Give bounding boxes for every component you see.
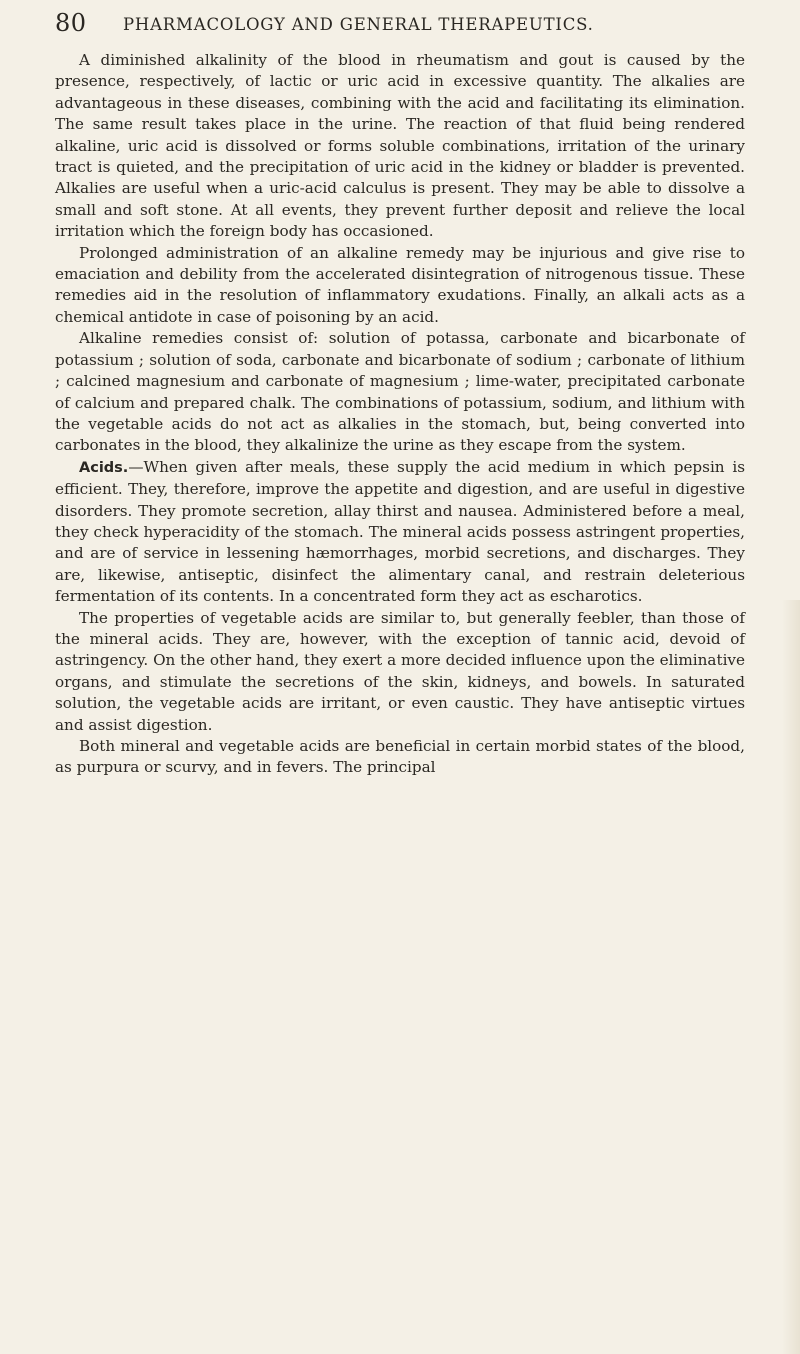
paragraph-acids [55, 457, 745, 608]
paragraph-prolonged-administration [55, 243, 745, 329]
paragraph-text: Alkaline remedies consist of: solution of potassa, carbonate and bicarbonate of potassium ; solution of soda, carbonate and bicarbonate of sodium ; carbonate of lithium ; calcined magnesium and carbonate of magnesium ; lime-water, precipitated carbonate of calcium and prepared chalk. The combinations of potassium, sodium, and lithium with the vegetable acids do not act as alkalies in the stomach, but, being converted into carbonates in the blood, they alkalinize the urine as they escape from the system. [55, 329, 745, 455]
paragraph-text: —When given after meals, these supply the acid medium in which pepsin is efficient. They, therefore, improve the appetite and digestion, and are useful in digestive disorders. They promote secretion, allay thirst and nausea. Administered before a meal, they check hyperacidity of the stomach. The mineral acids possess astringent properties, and are of service in lessening hæmorrhages, morbid secretions, and discharges. They are, likewise, antiseptic, disinfect the alimentary canal, and restrain deleterious fermentation of its contents. In a concentrated form they act as escharotics. [55, 457, 745, 606]
paragraph-vegetable-acids [55, 608, 745, 736]
page-number: 80 [55, 9, 87, 37]
body-text [55, 50, 745, 779]
paragraph-text: Prolonged administration of an alkaline remedy may be injurious and give rise to emaciation and debility from the accelerated disintegration of nitrogenous tissue. These remedies aid in the resolution of inflammatory exudations. Finally, an alkali acts as a chemical antidote in case of poisoning by an acid. [55, 243, 745, 326]
paragraph-rheumatism [55, 50, 745, 243]
paragraph-mineral-and-vegetable [55, 736, 745, 779]
paragraph-text: Both mineral and vegetable acids are beneficial in certain morbid states of the blood, as purpura or scurvy, and in fevers. The principal [55, 737, 745, 777]
page-edge-shading [782, 600, 800, 1354]
section-heading-acids: Acids. [79, 459, 129, 476]
paragraph-text: The properties of vegetable acids are similar to, but generally feebler, than those of the mineral acids. They are, however, with the exception of tannic acid, devoid of astringency. On the other hand, they exert a more decided influence upon the eliminative organs, and stimulate the secretions of the skin, kidneys, and bowels. In saturated solution, the vegetable acids are irritant, or even caustic. They have antiseptic virtues and assist digestion. [55, 608, 745, 734]
paragraph-text: A diminished alkalinity of the blood in rheumatism and gout is caused by the presence, respectively, of lactic or uric acid in excessive quantity. The alkalies are advantageous in these diseases, combining with the acid and facilitating its elimination. The same result takes place in the urine. The reaction of that fluid being rendered alkaline, uric acid is dissolved or forms soluble combinations, irritation of the urinary tract is quieted, and the precipitation of uric acid in the kidney or bladder is prevented. Alkalies are useful when a uric-acid calculus is present. They may be able to dissolve a small and soft stone. At all events, they prevent further deposit and relieve the local irritation which the foreign body has occasioned. [55, 51, 745, 241]
paragraph-alkaline-remedies [55, 328, 745, 456]
page-header [55, 8, 745, 42]
running-head: PHARMACOLOGY AND GENERAL THERAPEUTICS. [123, 15, 594, 34]
